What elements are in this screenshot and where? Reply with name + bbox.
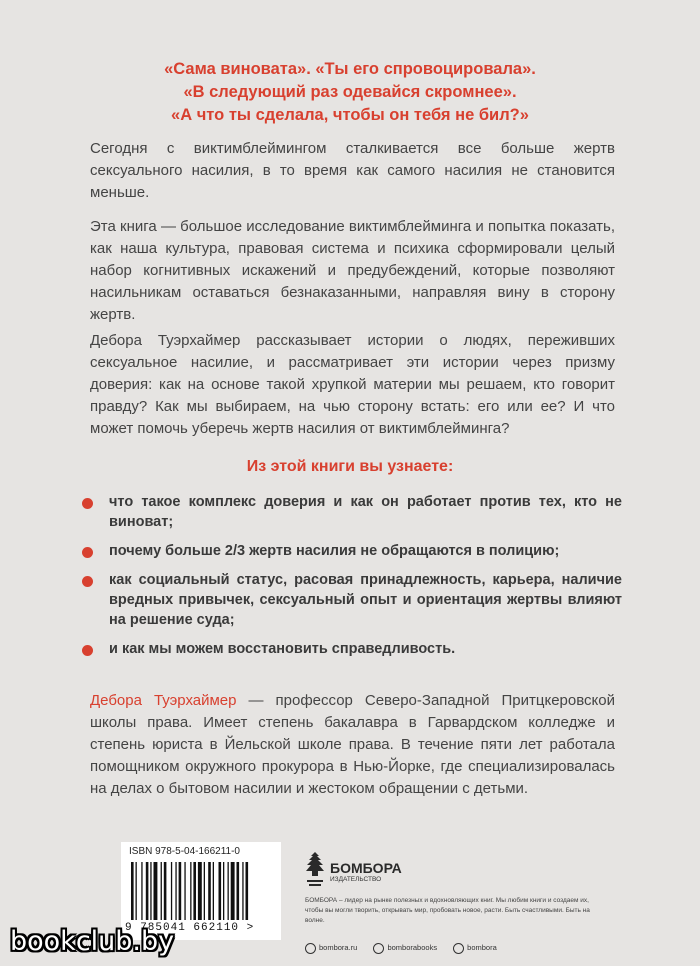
learn-heading: Из этой книги вы узнаете: [246, 458, 454, 475]
barcode-bar [175, 862, 176, 920]
barcode-bar [179, 862, 182, 920]
quote-line: «А что ты сделала, чтобы он тебя не бил?» [171, 106, 529, 124]
bullet-dot-icon [82, 576, 93, 587]
list-item-text: как социальный статус, расовая принадлежность, карьера, наличие вредных привычек, сексуальный опыт и ориентация жертвы влияют на решение суда; [109, 572, 622, 628]
barcode-bars-icon [131, 862, 271, 922]
list-item-text: что такое комплекс доверия и как он работает против тех, кто не виноват; [109, 494, 622, 530]
bullet-dot-icon [82, 645, 93, 656]
social-site[interactable] [305, 943, 357, 952]
publisher-description: БОМБОРА – лидер на рынке полезных и вдохновляющих книг. Мы любим книги и создаем их, чтобы вы могли творить, открывать мир, пробовать новое, расти. Быть счастливыми. Быть на волне. [305, 897, 590, 924]
list-item [82, 541, 622, 561]
quote-line: «В следующий раз одевайся скромнее». [183, 83, 517, 101]
telegram-icon [453, 943, 464, 954]
list-item [82, 639, 622, 659]
barcode-bar [204, 862, 205, 920]
barcode-bar [228, 862, 229, 920]
barcode-bar [208, 862, 211, 920]
quote-line: «Сама виновата». «Ты его спровоцировала». [164, 60, 536, 78]
barcode-bar [219, 862, 222, 920]
publisher-subtitle: ИЗДАТЕЛЬСТВО [330, 876, 382, 883]
author-bio [90, 690, 615, 800]
barcode-bar [171, 862, 172, 920]
list-item-text: почему больше 2/3 жертв насилия не обращаются в полицию; [109, 543, 560, 559]
barcode-bar [237, 862, 240, 920]
barcode-bar [161, 862, 162, 920]
description-paragraph: Эта книга — большое исследование виктимблейминга и попытка показать, как наша культура, правовая система и психика сформировали целый набор когнитивных искажений и предубеждений, которые позволяют насильникам оставаться безнаказанными, направляя вину в сторону жертв. [90, 218, 615, 323]
social-telegram[interactable] [453, 943, 497, 952]
globe-icon [305, 943, 316, 954]
barcode-bar [246, 862, 249, 920]
publisher-socials [305, 943, 605, 954]
quotes-block [60, 58, 640, 127]
bullet-dot-icon [82, 498, 93, 509]
social-site-label: bombora.ru [319, 943, 358, 953]
bombora-logo-icon [305, 850, 325, 890]
barcode-bar [164, 862, 167, 920]
barcode-digits: 9 785041 662110 > [125, 922, 255, 934]
list-item-text: и как мы можем восстановить справедливость. [109, 641, 456, 657]
list-item [82, 492, 622, 532]
publisher-name: БОМБОРА [330, 860, 402, 876]
social-vk[interactable] [373, 943, 437, 952]
barcode-bar [136, 862, 137, 920]
intro-paragraph: Сегодня с виктимблеймингом сталкивается все больше жертв сексуального насилия, в то время как самого насилия не становится меньше. [90, 140, 615, 201]
barcode-bar [150, 862, 151, 920]
learn-list [82, 492, 622, 668]
barcode-bar [223, 862, 224, 920]
bullet-dot-icon [82, 547, 93, 558]
barcode-bar [242, 862, 243, 920]
barcode-bar [141, 862, 142, 920]
barcode-bar [154, 862, 158, 920]
barcode-bar [231, 862, 235, 920]
social-telegram-label: bombora [467, 943, 497, 953]
isbn-label: ISBN 978-5-04-166211-0 [129, 846, 240, 857]
barcode-bar [213, 862, 214, 920]
author-bio-text: — профессор Северо-Западной Притцкеровской школы права. Имеет степень бакалавра в Гарвардском колледже и степень юриста в Йельской школе права. В течение пяти лет работала помощником окружного прокурора в Нью-Йорке, где специализировалась на делах о бытовом насилии и жестоком обращении с детьми. [90, 692, 615, 797]
barcode-bar [184, 862, 185, 920]
barcode-bar [146, 862, 149, 920]
stories-paragraph: Дебора Туэрхаймер рассказывает истории о людях, переживших сексуальное насилие, и рассматривает эти истории через призму доверия: как на основе такой хрупкой материи мы решаем, кто говорит правду? Как мы выбираем, на чью сторону встать: его или ее? И что может помочь уберечь жертв насилия от виктимблейминга? [90, 332, 615, 437]
social-vk-label: bomborabooks [387, 943, 438, 953]
author-name: Дебора Туэрхаймер [90, 692, 237, 709]
vk-icon [373, 943, 384, 954]
barcode-bar [131, 862, 134, 920]
list-item [82, 570, 622, 630]
barcode-bar [190, 862, 191, 920]
barcode-bar [193, 862, 196, 920]
watermark: bookclub.by [10, 926, 175, 957]
barcode-bar [198, 862, 202, 920]
